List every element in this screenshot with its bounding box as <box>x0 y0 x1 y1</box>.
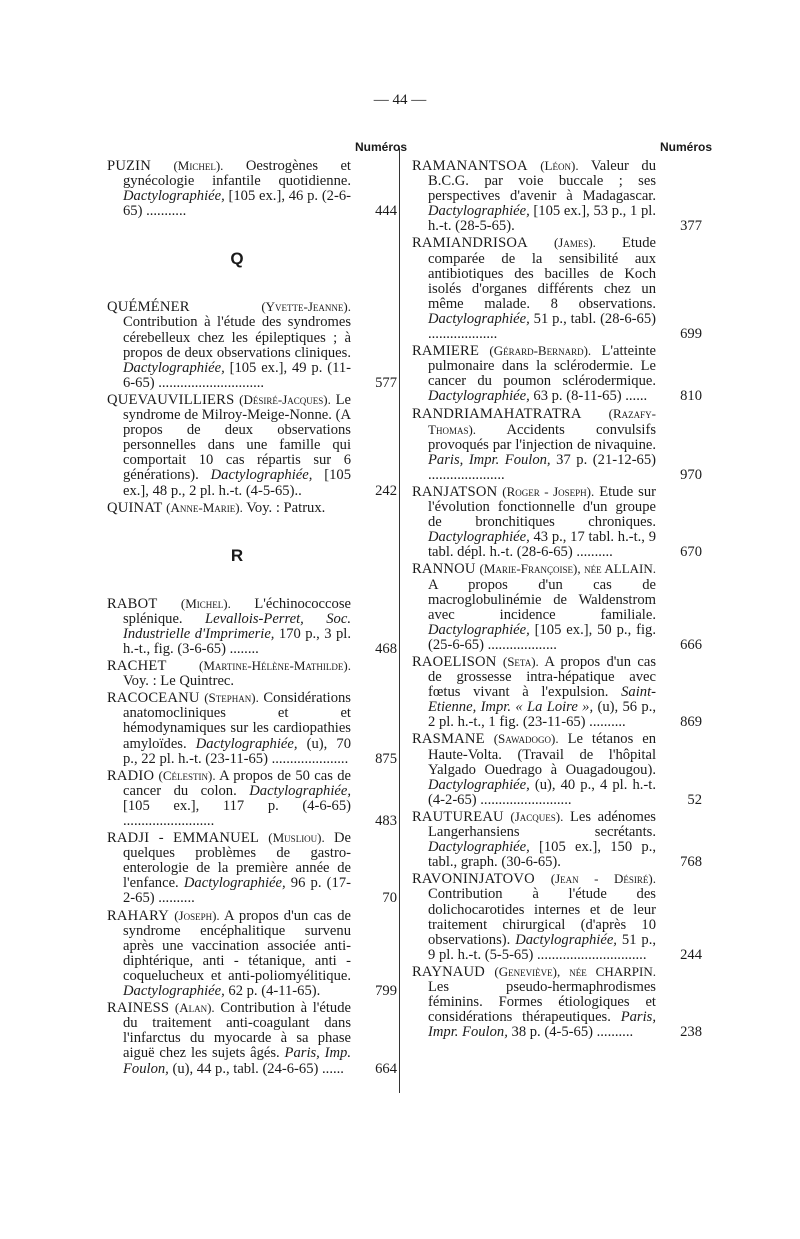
entry-number: 670 <box>680 544 702 561</box>
numeros-header-right: Numéros <box>659 140 712 154</box>
entry-ramanantsoa: RAMANANTSOA (Léon). Valeur du B.C.G. par voie buccale ; ses perspectives d'avenir à Madagascar. Dactylographiée, [105 ex.], 53 p., 1 pl. h.-t. (28-5-65). 377 <box>412 158 702 235</box>
column-divider <box>399 148 400 1093</box>
entry-number: 244 <box>680 946 702 963</box>
entry-quevauvilliers: QUEVAUVILLIERS (Désiré-Jacques). Le syndrome de Milroy-Meige-Nonne. (A propos de deux observations personnelles dans une famille qui comportait 10 cas répartis sur 6 générations). Dactylographiée, [105 ex.], 48 p., 2 pl. h.-t. (4-5-65).. 242 <box>107 391 397 499</box>
entry-number: 799 <box>375 983 397 1000</box>
entry-number: 52 <box>687 791 702 808</box>
entry-radio: RADIO (Célestin). A propos de 50 cas de cancer du colon. Dactylographiée, [105 ex.], 117 p. (4-6-65) ......................... 483 <box>107 767 397 829</box>
section-letter-r: R <box>230 545 244 565</box>
entry-puzin: PUZIN (Michel). Oestrogènes et gynécologie infantile quotidienne. Dactylographiée, [105 ex.], 46 p. (2-6-65) ........... 444 <box>107 158 397 220</box>
entry-number: 238 <box>680 1024 702 1041</box>
entry-number: 970 <box>680 466 702 483</box>
entry-rannou: RANNOU (Marie-Françoise), née ALLAIN. A propos d'un cas de macroglobulinémie de Waldenstrom avec incidence familiale. Dactylographiée, [105 ex.], 50 p., fig. (25-6-65) ................... 666 <box>412 561 702 653</box>
entry-number: 768 <box>680 854 702 871</box>
entry-rahary: RAHARY (Joseph). A propos d'un cas de syndrome encéphalitique survenu après une vaccination associée anti-diphtérique, anti - tétanique, anti - coquelucheux et anti-poliomyélitique. Dactylographiée, 62 p. (4-11-65). 799 <box>107 907 397 1000</box>
entry-rasmane: RASMANE (Sawadogo). Le tétanos en Haute-Volta. (Travail de l'hôpital Yalgado Ouedrago à Ouagadougou). Dactylographiée, (u), 40 p., 4 pl. h.-t. (4-2-65) ......................... 52 <box>412 731 702 808</box>
entry-number: 444 <box>375 203 397 220</box>
entry-radji-emmanuel: RADJI - EMMANUEL (Musliou). De quelques problèmes de gastro-enterologie de la première année de l'enfance. Dactylographiée, 96 p. (17-2-65) .......... 70 <box>107 830 397 907</box>
entry-number: 869 <box>680 714 702 731</box>
right-column <box>412 140 712 1041</box>
entry-rainess: RAINESS (Alan). Contribution à l'étude du traitement anti-coagulant dans l'infarctus du myocarde à sa phase aiguë chez les sujets âgés. Paris, Imp. Foulon, (u), 44 p., tabl. (24-6-65) ...... 664 <box>107 1000 397 1077</box>
entry-quemener: QUÉMÉNER (Yvette-Jeanne). Contribution à l'étude des syndromes cérebelleux chez les épileptiques ; à propos de deux observations cliniques. Dactylographiée, [105 ex.], 49 p. (11-6-65) ............................. 577 <box>107 299 397 391</box>
numeros-header-left: Numéros <box>354 140 407 154</box>
left-column <box>107 140 407 1078</box>
entry-rautureau: RAUTUREAU (Jacques). Les adénomes Langerhansiens secrétants. Dactylographiée, [105 ex.], 150 p., tabl., graph. (30-6-65). 768 <box>412 808 702 871</box>
entry-number: 70 <box>382 890 397 907</box>
entry-rachet: RACHET (Martine-Hélène-Mathilde). Voy. : Le Quintrec. <box>107 658 351 690</box>
entry-raoelison: RAOELISON (Seta). A propos d'un cas de grossesse intra-hépatique avec fœtus vivant à l'expulsion. Saint-Etienne, Impr. « La Loire », (u), 56 p., 2 pl. h.-t., 1 fig. (23-11-65) .......... 869 <box>412 654 702 731</box>
entry-ravoninjatovo: RAVONINJATOVO (Jean - Désiré). Contribution à l'étude des dolichocarotides internes et de leur traitement chirurgical (d'après 10 observations). Dactylographiée, 51 p., 9 pl. h.-t. (5-5-65) .............................. 244 <box>412 871 702 963</box>
entry-number: 377 <box>680 218 702 235</box>
entry-number: 468 <box>375 640 397 657</box>
entry-number: 664 <box>375 1060 397 1077</box>
entry-number: 483 <box>375 813 397 829</box>
entry-number: 666 <box>680 636 702 653</box>
entry-number: 242 <box>375 482 397 499</box>
entry-quinat: QUINAT (Anne-Marie). Voy. : Patrux. <box>107 499 326 516</box>
entry-number: 577 <box>375 374 397 391</box>
entry-number: 699 <box>680 326 702 343</box>
entry-ramiandrisoa: RAMIANDRISOA (James). Etude comparée de la sensibilité aux antibiotiques des bacilles de Koch isolés d'organes différents chez un même malade. 8 observations. Dactylographiée, 51 p., tabl. (28-6-65) ................... 699 <box>412 235 702 343</box>
entry-randriamahatratra: RANDRIAMAHATRATRA (Razafy-Thomas). Accidents convulsifs provoqués par l'injection de nivaquine. Paris, Impr. Foulon, 37 p. (21-12-65) ..................... 970 <box>412 405 702 483</box>
entry-racoceanu: RACOCEANU (Stephan). Considérations anatomocliniques et et hémodynamiques sur les cardiopathies amyloïdes. Dactylographiée, (u), 70 p., 22 pl. h.-t. (23-11-65) ..................... 875 <box>107 690 397 767</box>
entry-number: 810 <box>680 388 702 405</box>
entry-ramiere: RAMIERE (Gérard-Bernard). L'atteinte pulmonaire dans la sclérodermie. Le cancer du poumon sclérodermique. Dactylographiée, 63 p. (8-11-65) ...... 810 <box>412 343 702 405</box>
entry-rabot: RABOT (Michel). L'échinococcose splénique. Levallois-Perret, Soc. Industrielle d'Imprimerie, 170 p., 3 pl. h.-t., fig. (3-6-65) ........ 468 <box>107 595 397 657</box>
entry-number: 875 <box>375 750 397 767</box>
section-letter-q: Q <box>230 249 244 269</box>
entry-raynaud: RAYNAUD (Geneviève), née CHARPIN. Les pseudo-hermaphrodismes féminins. Formes étiologiques et considérations thérapeutiques. Paris, Impr. Foulon, 38 p. (4-5-65) .......... 238 <box>412 963 702 1041</box>
entry-ranjatson: RANJATSON (Roger - Joseph). Etude sur l'évolution fonctionnelle d'un groupe de bronchitiques chroniques. Dactylographiée, 43 p., 17 tabl. h.-t., 9 tabl. dépl. h.-t. (28-6-65) .......... 670 <box>412 483 702 561</box>
page-number: — 44 — <box>373 92 427 108</box>
